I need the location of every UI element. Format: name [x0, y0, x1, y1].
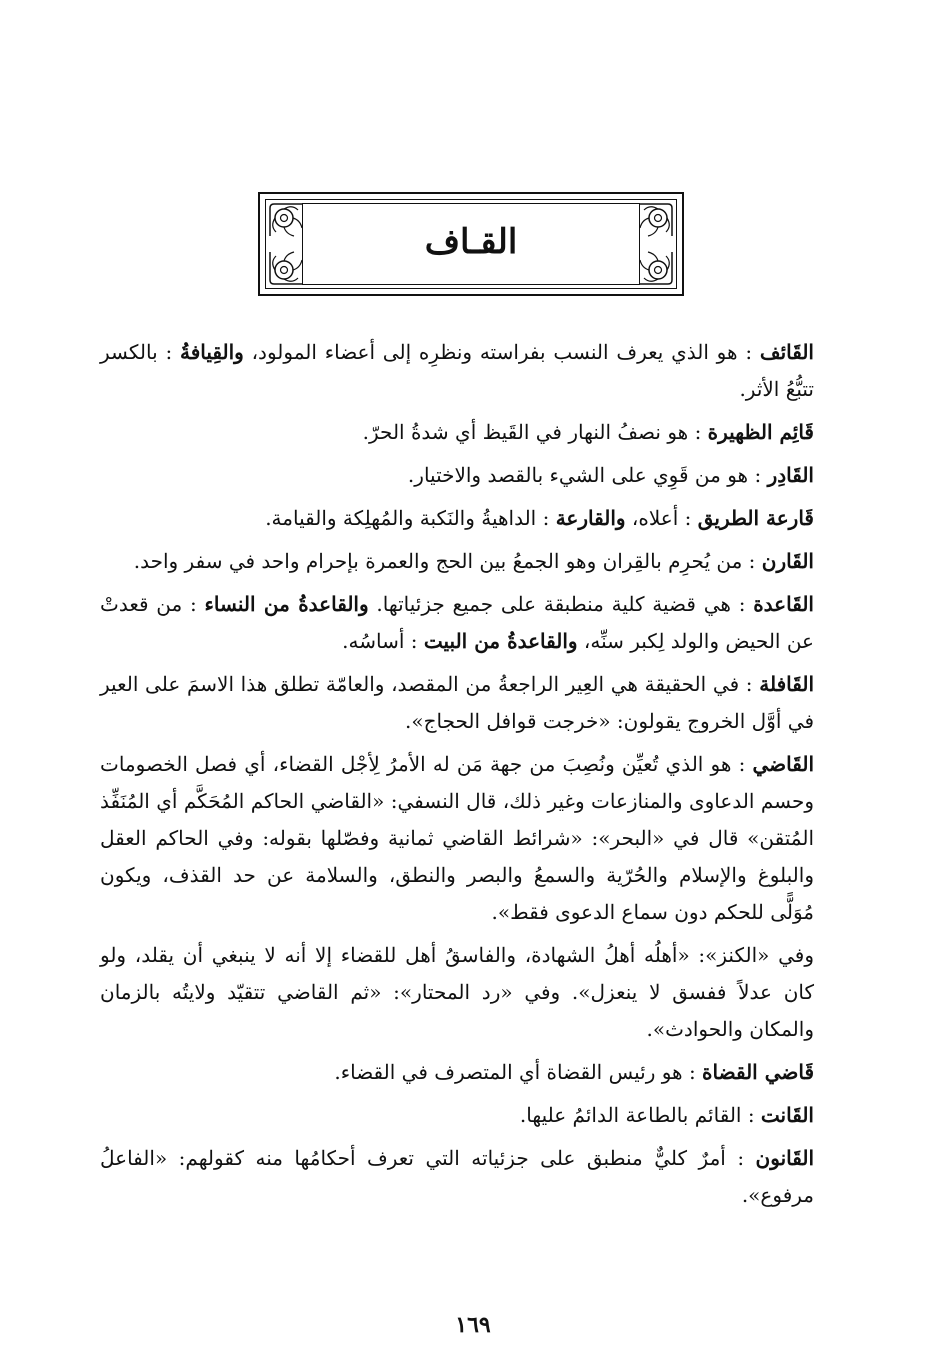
entry-term: والقارعة [555, 506, 626, 530]
entry [100, 586, 842, 660]
entry-text: : بالكسر تتبُّعُ الأثر. [100, 340, 814, 401]
entry-text: : هو نصفُ النهار في القَيظ أي شدةُ الحرّ. [362, 420, 708, 444]
entry-text: : القائم بالطاعة الدائمُ عليها. [519, 1103, 761, 1127]
entry-term: القَارن [761, 549, 814, 573]
dictionary-entries [100, 334, 842, 1220]
entry-term: القَانت [760, 1103, 814, 1127]
entry [100, 457, 842, 494]
chapter-title: القـاف [424, 222, 518, 262]
entry [100, 1140, 842, 1214]
entry-term: القَاعدة [753, 592, 814, 616]
entry-text: : هو الذي تُعيِّن ونُصِبَ من جهة مَن له الأمرُ لِأجْل القضاء، أي فصل الخصومات وحسم الدعاوى والمنازعات وغير ذلك، قال النسفي: «القاضي الحاكم المُحَكَّم أي المُنَفِّذ المُتقن» قال في «البحر»: «شرائط القاضي ثمانية وفصّلها بقوله: وفي الحاكم العقل والبلوغ والإسلام والحُرّية والسمعُ والبصر والنطق، والسلامة عن حد القذف، ويكون مُوَلًّى للحكم دون سماع الدعوى فقط». [100, 752, 814, 924]
entry-text: : أمرٌ كليٌّ منطبق على جزئياته التي تعرف أحكامُها منه كقولهم: «الفاعلُ مرفوع». [100, 1146, 814, 1207]
entry [100, 746, 842, 931]
entry-term: قَاضي القضاة [702, 1060, 814, 1084]
entry-term: والقِيافةُ [179, 340, 244, 364]
entry-term: والقاعدةُ من النساء [204, 592, 369, 616]
entry-text: : هو رئيس القضاة أي المتصرف في القضاء. [334, 1060, 703, 1084]
entry-term: القَاضي [752, 752, 814, 776]
entry-term: القَادِر [767, 463, 814, 487]
chapter-header-frame [258, 192, 684, 296]
entry [100, 937, 842, 1048]
entry-text: : أساسُه. [342, 629, 424, 653]
entry-term: قَارعة الطريق [697, 506, 814, 530]
entry-term: والقاعدةُ من البيت [423, 629, 578, 653]
entry [100, 334, 842, 408]
entry-text: وفي «الكنز»: «أهلُه أهلُ الشهادة، والفاسقُ أهل للقضاء إلا أنه لا ينبغي أن يقلد، ولو كان عدلاً ففسق لا ينعزل». وفي «رد المحتار»: «ثم القاضي تتقيّد ولايتُه بالزمان والمكان والحوادث». [100, 943, 814, 1041]
entry-text: : من قعدتْ عن الحيض والولد لِكبر سنِّه، [100, 592, 814, 653]
entry-term: القَانون [755, 1146, 814, 1170]
entry-term: قَائِم الظهيرة [707, 420, 814, 444]
entry-text: : أعلاه، [625, 506, 698, 530]
entry-text: : هو الذي يعرف النسب بفراسته ونظرِه إلى أعضاء المولود، [243, 340, 760, 364]
entry [100, 666, 842, 740]
entry-term: القَافلة [759, 672, 814, 696]
page-number: ١٦٩ [455, 1312, 491, 1338]
entry-text: : هو من قَوِي على الشيء بالقصد والاختيار. [407, 463, 768, 487]
entry-text: : الداهيةُ والنَكبة والمُهلِكة والقيامة. [265, 506, 556, 530]
entry-text: : هي قضية كلية منطبقة على جميع جزئياتها. [368, 592, 754, 616]
entry [100, 1097, 842, 1134]
entry [100, 543, 842, 580]
entry [100, 500, 842, 537]
entry-text: : من يُحرِم بالقِران وهو الجمعُ بين الحج والعمرة بإحرام واحد في سفر واحد. [133, 549, 762, 573]
entry [100, 1054, 842, 1091]
entry [100, 414, 842, 451]
entry-term: القَائف [759, 340, 814, 364]
entry-text: : في الحقيقة هي العِير الراجعةُ من المقصد، والعامّة تطلق هذا الاسمَ على العير في أوَّل الخروج يقولون: «خرجت قوافل الحجاج». [100, 672, 814, 733]
